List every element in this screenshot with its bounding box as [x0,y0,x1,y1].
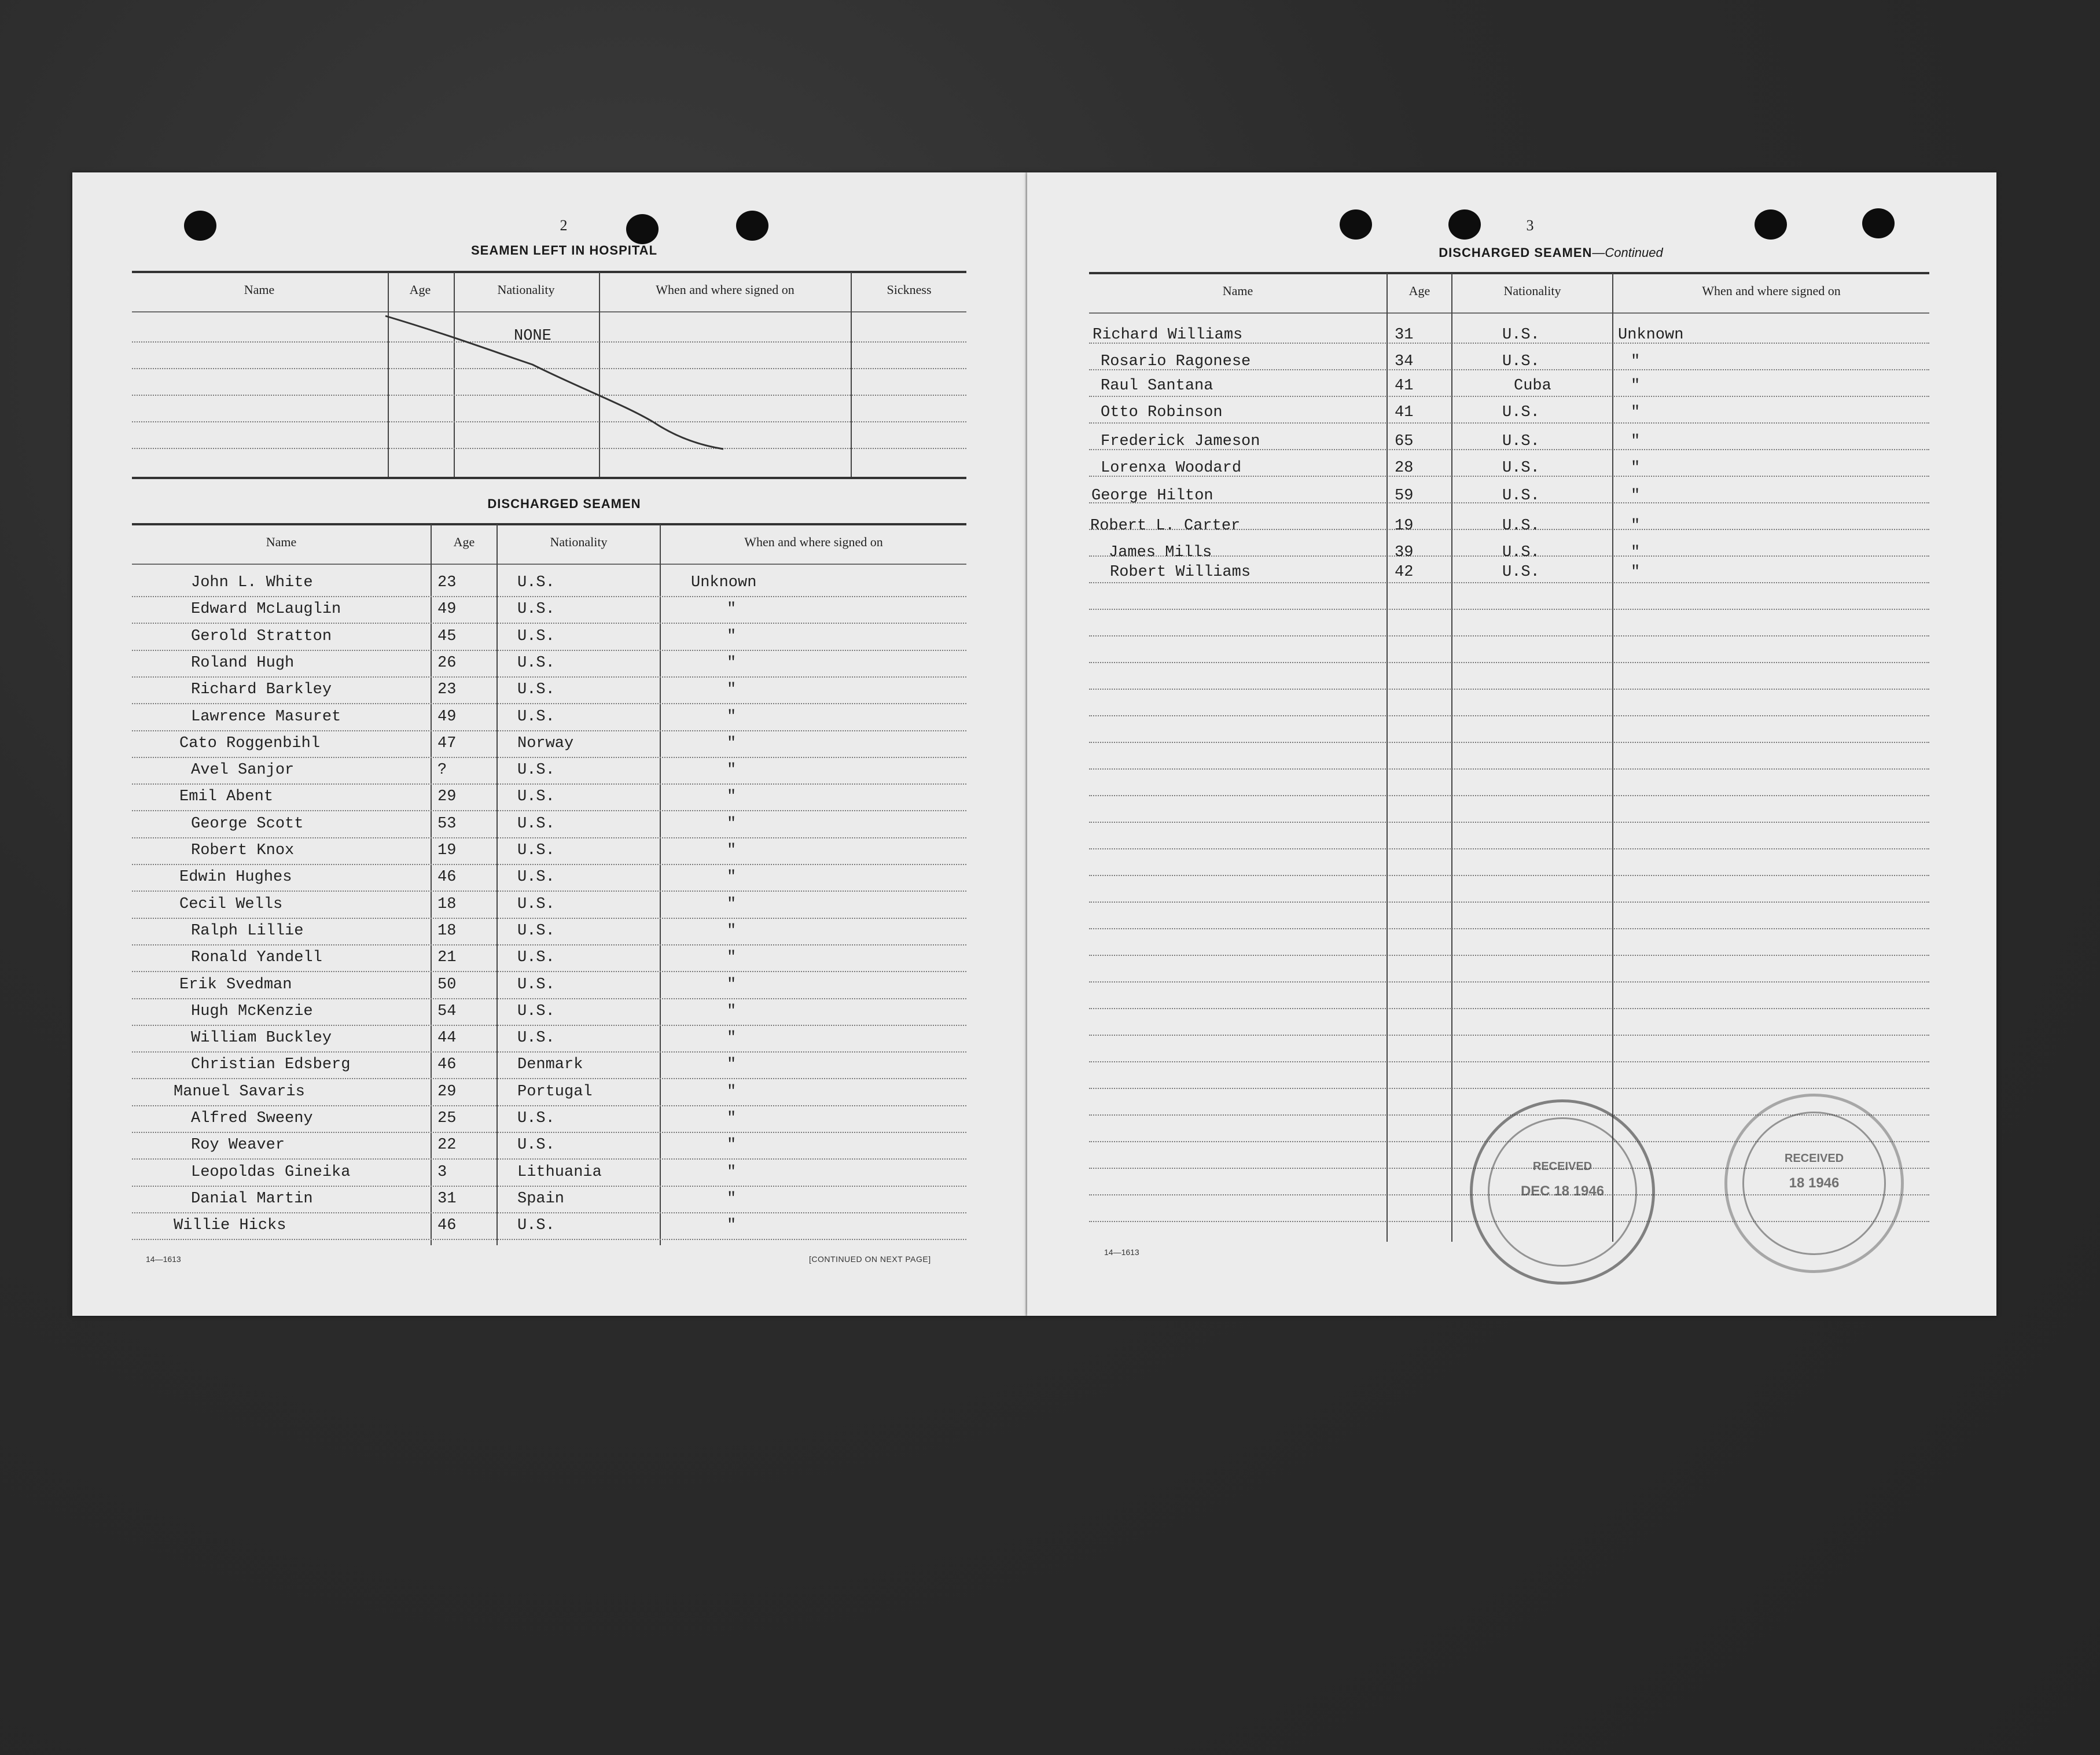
seaman-nationality: U.S. [517,628,555,645]
table-rule [1089,396,1929,397]
seaman-age: 65 [1395,433,1414,450]
column-header-age: Age [409,282,431,297]
seaman-signed-on: " [727,815,737,833]
seaman-age: 21 [437,949,457,966]
punch-hole [1862,208,1895,238]
seaman-nationality: U.S. [517,1110,555,1127]
table-rule [132,271,966,273]
table-rule [132,1025,966,1026]
seaman-nationality: U.S. [517,1029,555,1047]
seaman-signed-on: " [1631,487,1641,505]
seaman-age: 41 [1395,377,1414,395]
seaman-nationality: Portugal [517,1083,593,1101]
seaman-name: Leopoldas Gineika [191,1164,351,1181]
seaman-nationality: Spain [517,1190,565,1208]
column-header-nationality: Nationality [550,535,608,549]
seaman-age: 23 [437,681,457,698]
seaman-age: 31 [437,1190,457,1208]
seaman-signed-on: " [727,1217,737,1234]
column-header-age: Age [1408,284,1430,298]
seaman-age: 46 [437,869,457,886]
seaman-signed-on: " [1631,433,1641,450]
seaman-nationality: U.S. [517,949,555,966]
seaman-age: 26 [437,654,457,672]
seaman-age: 28 [1395,459,1414,477]
table-rule [1089,1061,1929,1062]
table-rule [132,1158,966,1160]
table-rule [1089,312,1929,314]
table-rule [132,1239,966,1240]
table-rule [132,891,966,892]
seaman-signed-on: " [727,681,737,698]
seaman-age: 49 [437,601,457,618]
seaman-name: William Buckley [191,1029,332,1047]
seaman-signed-on: Unknown [1618,326,1684,344]
seaman-age: 31 [1395,326,1414,344]
seaman-nationality: U.S. [517,869,555,886]
seaman-name: Rosario Ragonese [1101,353,1251,370]
seaman-signed-on: " [727,949,737,966]
table-rule [132,971,966,972]
page-number: 3 [1526,217,1534,234]
seaman-age: 29 [437,1083,457,1101]
seaman-signed-on: " [727,735,737,752]
seaman-name: Frederick Jameson [1101,433,1260,450]
seaman-age: 49 [437,708,457,726]
table-rule [132,676,966,678]
hospital-entry: NONE [514,328,551,345]
seaman-nationality: U.S. [517,815,555,833]
seaman-name: Gerold Stratton [191,628,332,645]
seaman-name: Ronald Yandell [191,949,322,966]
seaman-name: Edwin Hughes [179,869,292,886]
punch-hole [626,214,659,244]
received-stamp [1724,1094,1904,1273]
table-rule [1089,902,1929,903]
column-divider [851,272,852,478]
table-rule [132,810,966,811]
seaman-nationality: U.S. [517,788,555,805]
table-rule [132,783,966,785]
table-rule [132,477,966,479]
table-rule [1089,875,1929,876]
seaman-nationality: U.S. [517,922,555,940]
seaman-signed-on: " [727,869,737,886]
seaman-name: Richard Williams [1093,326,1243,344]
seaman-signed-on: " [1631,544,1641,561]
seaman-name: Hugh McKenzie [191,1003,313,1020]
table-rule [1089,689,1929,690]
seaman-age: 29 [437,788,457,805]
seaman-nationality: U.S. [517,976,555,994]
seaman-name: Robert Williams [1110,564,1251,581]
seaman-name: Cato Roggenbihl [179,735,321,752]
seaman-name: Willie Hicks [174,1217,286,1234]
seaman-signed-on: " [727,1190,737,1208]
table-rule [132,623,966,624]
seaman-age: 54 [437,1003,457,1020]
section-title-suffix: —Continued [1592,245,1663,260]
table-rule [1089,822,1929,823]
strike-through-mark [382,312,729,457]
seaman-signed-on: Unknown [691,574,757,591]
seaman-nationality: U.S. [1502,404,1540,421]
seaman-signed-on: " [1631,517,1641,535]
seaman-nationality: U.S. [1502,433,1540,450]
table-rule [132,944,966,945]
table-rule [1089,609,1929,610]
seaman-nationality: U.S. [1502,326,1540,344]
seaman-name: Roy Weaver [191,1136,285,1154]
seaman-age: 47 [437,735,457,752]
table-rule [132,918,966,919]
seaman-signed-on: " [727,1029,737,1047]
seaman-name: Erik Svedman [179,976,292,994]
seaman-nationality: U.S. [1502,353,1540,370]
seaman-signed-on: " [727,842,737,859]
table-rule [132,703,966,704]
seaman-name: George Hilton [1091,487,1213,505]
seaman-nationality: Cuba [1514,377,1551,395]
column-divider [497,524,498,1245]
seaman-nationality: U.S. [517,1217,555,1234]
seaman-name: Lorenxa Woodard [1101,459,1242,477]
seaman-age: 50 [437,976,457,994]
table-rule [1089,422,1929,424]
table-rule [1089,955,1929,956]
table-rule [132,1078,966,1079]
seaman-nationality: Denmark [517,1056,583,1073]
seaman-name: Roland Hugh [191,654,295,672]
column-header-nationality: Nationality [1503,284,1561,298]
seaman-nationality: U.S. [1502,487,1540,505]
table-rule [1089,635,1929,636]
table-rule [132,837,966,838]
seaman-nationality: U.S. [517,1136,555,1154]
seaman-name: George Scott [191,815,304,833]
table-rule [132,1051,966,1053]
seaman-age: 45 [437,628,457,645]
seaman-name: Lawrence Masuret [191,708,341,726]
seaman-nationality: U.S. [517,708,555,726]
seaman-signed-on: " [1631,353,1641,370]
seaman-signed-on: " [727,1003,737,1020]
seaman-signed-on: " [727,788,737,805]
hospital-section-title: SEAMEN LEFT IN HOSPITAL [470,243,658,257]
column-header-signed-on: When and where signed on [744,535,883,549]
seaman-age: 44 [437,1029,457,1047]
seaman-nationality: U.S. [517,681,555,698]
seaman-age: 23 [437,574,457,591]
table-rule [1089,795,1929,796]
seaman-name: John L. White [191,574,313,591]
table-rule [132,523,966,525]
seaman-signed-on: " [1631,404,1641,421]
column-header-signed-on: When and where signed on [1702,284,1841,298]
seaman-age: 53 [437,815,457,833]
column-header-name: Name [1222,284,1253,298]
seaman-nationality: U.S. [517,896,555,913]
column-divider [1386,273,1388,1242]
seaman-signed-on: " [727,654,737,672]
column-header-name: Name [244,282,275,297]
punch-hole [1755,209,1787,240]
table-rule [132,1212,966,1213]
column-header-age: Age [453,535,475,549]
stamp-line: RECEIVED [1532,1160,1593,1173]
seaman-nationality: U.S. [517,842,555,859]
form-number: 14—1613 [146,1254,181,1264]
seaman-age: 46 [437,1056,457,1073]
punch-hole [184,211,216,241]
seaman-name: Avel Sanjor [191,761,295,779]
seaman-signed-on: " [727,1110,737,1127]
seaman-name: Ralph Lillie [191,922,304,940]
seaman-signed-on: " [727,922,737,940]
seaman-age: 18 [437,922,457,940]
stamp-date: 18 1946 [1789,1175,1840,1191]
seaman-age: 18 [437,896,457,913]
seaman-name: Cecil Wells [179,896,283,913]
section-title-text: DISCHARGED SEAMEN [1439,245,1593,260]
seaman-name: Alfred Sweeny [191,1110,313,1127]
seaman-signed-on: " [1631,564,1641,581]
seaman-nationality: Norway [517,735,574,752]
seaman-signed-on: " [727,976,737,994]
seaman-nationality: U.S. [517,1003,555,1020]
table-rule [1089,768,1929,770]
seaman-age: 25 [437,1110,457,1127]
table-rule [1089,981,1929,983]
column-divider [431,524,432,1245]
table-rule [1089,715,1929,716]
form-number: 14—1613 [1104,1248,1139,1257]
table-rule [132,1105,966,1106]
column-divider [1451,273,1452,1242]
column-divider [1612,273,1613,1242]
table-rule [132,1132,966,1133]
seaman-name: Richard Barkley [191,681,332,698]
table-rule [132,596,966,597]
column-header-nationality: Nationality [497,282,555,297]
seaman-nationality: U.S. [1502,564,1540,581]
seaman-age: 41 [1395,404,1414,421]
seaman-signed-on: " [1631,377,1641,395]
seaman-name: James Mills [1109,544,1212,561]
table-rule [1089,1035,1929,1036]
seaman-age: 22 [437,1136,457,1154]
seaman-name: Edward McLauglin [191,601,341,618]
continued-note: [CONTINUED ON NEXT PAGE] [809,1254,931,1264]
table-rule [132,564,966,565]
seaman-age: 59 [1395,487,1414,505]
stamp-date: DEC 18 1946 [1520,1183,1605,1199]
seaman-signed-on: " [727,1056,737,1073]
seaman-nationality: U.S. [517,601,555,618]
seaman-age: 19 [437,842,457,859]
received-stamp [1470,1099,1655,1285]
table-rule [1089,1088,1929,1089]
seaman-age: 42 [1395,564,1414,581]
seaman-nationality: U.S. [517,761,555,779]
seaman-signed-on: " [727,601,737,618]
seaman-signed-on: " [727,1164,737,1181]
seaman-name: Robert L. Carter [1090,517,1241,535]
seaman-age: 3 [437,1164,447,1181]
seaman-name: Christian Edsberg [191,1056,351,1073]
table-rule [132,1186,966,1187]
column-header-sickness: Sickness [887,282,932,297]
table-rule [1089,662,1929,663]
punch-hole [1340,209,1372,240]
seaman-age: ? [437,761,447,779]
seaman-nationality: U.S. [1502,459,1540,477]
punch-hole [736,211,768,241]
table-rule [1089,272,1929,274]
seaman-nationality: Lithuania [517,1164,602,1181]
seaman-signed-on: " [727,1136,737,1154]
seaman-signed-on: " [727,761,737,779]
table-rule [1089,848,1929,849]
table-rule [132,998,966,999]
table-rule [1089,742,1929,743]
table-rule [1089,582,1929,583]
seaman-age: 34 [1395,353,1414,370]
seaman-signed-on: " [727,628,737,645]
seaman-age: 46 [437,1217,457,1234]
stamp-line: RECEIVED [1784,1152,1844,1165]
table-rule [1089,928,1929,929]
table-rule [132,650,966,651]
punch-hole [1448,209,1481,240]
seaman-age: 19 [1395,517,1414,535]
table-rule [132,730,966,731]
seaman-age: 39 [1395,544,1414,561]
table-rule [132,864,966,865]
seaman-nationality: U.S. [517,574,555,591]
page-number: 2 [560,217,568,234]
seaman-nationality: U.S. [1502,517,1540,535]
discharged-section-title: DISCHARGED SEAMEN [487,496,641,511]
seaman-name: Emil Abent [179,788,274,805]
seaman-nationality: U.S. [1502,544,1540,561]
seaman-nationality: U.S. [517,654,555,672]
table-rule [132,757,966,758]
seaman-name: Raul Santana [1101,377,1213,395]
seaman-signed-on: " [727,1083,737,1101]
seaman-signed-on: " [727,896,737,913]
seaman-signed-on: " [727,708,737,726]
column-header-signed-on: When and where signed on [656,282,795,297]
seaman-name: Danial Martin [191,1190,313,1208]
seaman-name: Manuel Savaris [174,1083,305,1101]
discharged-continued-title [1331,245,1771,260]
seaman-name: Otto Robinson [1101,404,1223,421]
column-divider [660,524,661,1245]
seaman-signed-on: " [1631,459,1641,477]
column-header-name: Name [266,535,297,549]
table-rule [1089,1008,1929,1009]
seaman-name: Robert Knox [191,842,295,859]
